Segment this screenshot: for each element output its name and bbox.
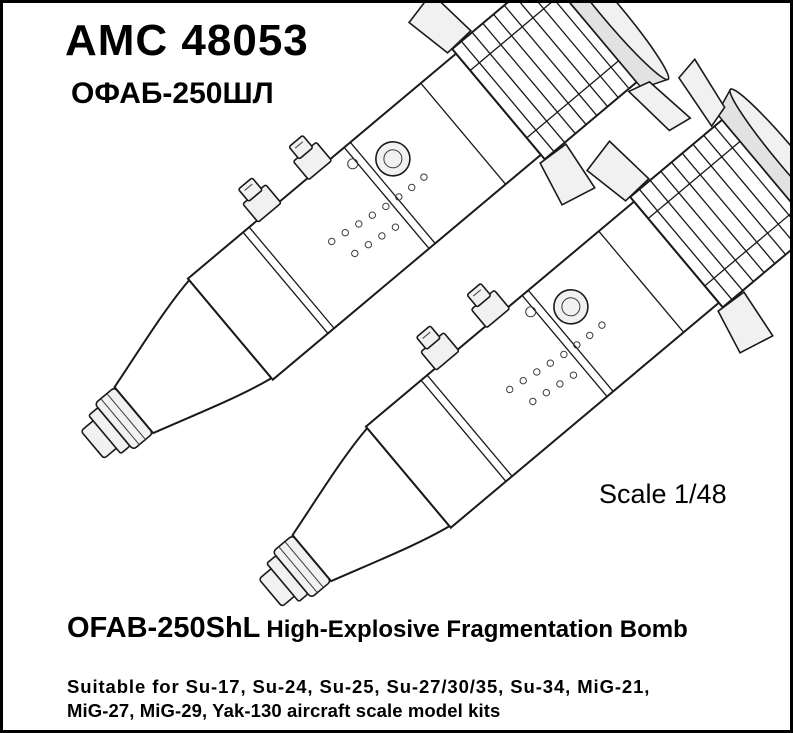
compatibility-line-2: MiG-27, MiG-29, Yak-130 aircraft scale model kits (67, 700, 501, 722)
kit-name-russian: ОФАБ-250ШЛ (71, 77, 274, 110)
page-title: AMC 48053 (65, 16, 309, 65)
product-title (67, 614, 688, 643)
product-title-main: OFAB-250ShL (67, 612, 261, 644)
product-title-sub: High-Explosive Fragmentation Bomb (266, 616, 688, 643)
compatibility-line-1: Suitable for Su-17, Su-24, Su-25, Su-27/30/35, Su-34, MiG-21, (67, 676, 651, 697)
compatibility-text (67, 675, 767, 724)
scale-label: Scale 1/48 (599, 479, 727, 509)
